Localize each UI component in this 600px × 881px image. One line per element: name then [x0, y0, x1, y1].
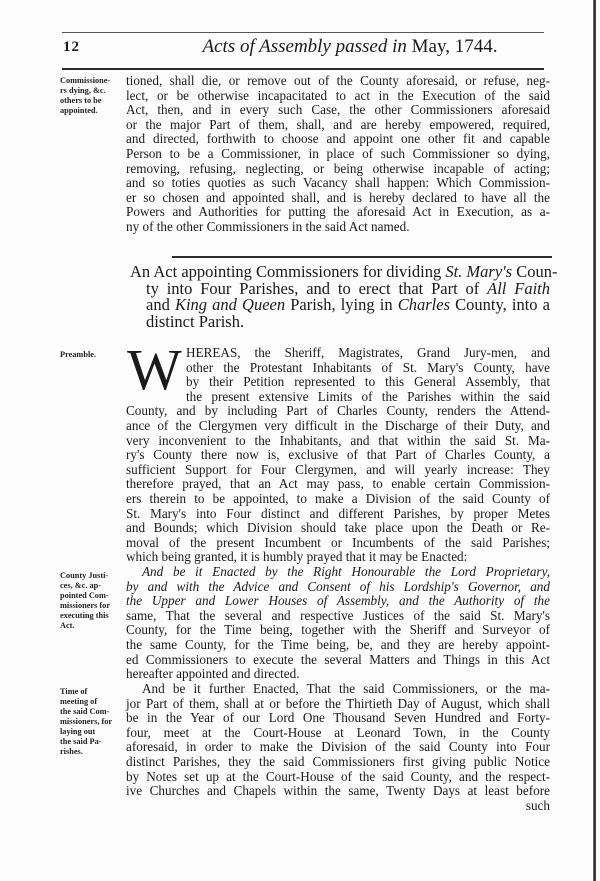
text-line: the same County, for the Time being, be, and they are hereby appoint- — [126, 636, 550, 652]
title-italic-text: All Faith — [487, 278, 550, 298]
text-line: jor Part of them, shall at or before the Thirtieth Day of August, which shall — [126, 695, 550, 711]
margin-note-line: Commissione- — [60, 76, 111, 85]
drop-cap: W — [127, 337, 182, 402]
margin-note-line: rs dying, &c. — [60, 86, 106, 95]
title-italic-text: St. Mary's — [445, 262, 513, 281]
margin-note-county-justices — [60, 571, 118, 631]
text-line: which being granted, it is humbly prayed that it may be Enacted: — [126, 549, 468, 565]
text-line: very inconvenient to the Inhabitants, and that within the said St. Ma- — [126, 432, 550, 448]
text-line: removing, refusing, neglecting, or being otherwise incapable of acting; — [126, 160, 550, 176]
title-text: Parish, lying in — [285, 295, 398, 314]
text-line: HEREAS, the Sheriff, Magistrates, Grand Jury-men, and — [186, 345, 550, 360]
margin-note-line: pointed Com- — [60, 591, 109, 600]
title-text: distinct Parish. — [146, 311, 245, 331]
margin-note-time-of-meeting — [60, 687, 118, 757]
text-line: ive Churches and Chapels within the same, Twenty Days at least before — [126, 783, 550, 799]
header-bottom-rule — [62, 68, 544, 70]
section-divider-rule — [172, 256, 552, 258]
margin-note-line: Act. — [60, 621, 75, 630]
margin-note-line: others to be — [60, 96, 102, 105]
title-text: Coun- — [512, 262, 558, 281]
running-head — [150, 36, 550, 58]
text-line: distinct Parishes, they the said Commissioners first giving public Notice — [126, 753, 550, 769]
text-line: by and with the Advice and Consent of his Lordship's Governor, and — [126, 578, 550, 594]
text-line: ry's County there now is, exclusive of that Part of Charles County, a — [126, 447, 550, 463]
title-text: and — [146, 295, 175, 314]
text-line: lect, or be otherwise incapacitated to act in the Execution of the said — [126, 87, 550, 103]
text-line: Person to be a Commissioner, in place of such Commissioner so dying, — [126, 145, 550, 161]
act-title — [130, 262, 558, 331]
margin-note-line: executing this — [60, 611, 109, 620]
margin-note-line: the said Com- — [60, 707, 110, 716]
text-line: moval of the present Incumbent or Incumbents of the said Parishes; — [126, 534, 550, 550]
text-line: by their Petition represented to this General Assembly, that — [186, 374, 550, 390]
text-line: or the major Part of them, shall, and are hereby empowered, required, — [126, 116, 550, 132]
text-line: four, meet at the Court-House at Leonard Town, in the County — [126, 724, 550, 740]
margin-note-line: ces, &c. ap- — [60, 581, 102, 590]
margin-note-line: Time of — [60, 687, 88, 696]
margin-note-line: the said Pa- — [60, 737, 102, 746]
margin-note-line: laying out — [60, 727, 96, 736]
title-italic-text: King and Queen — [174, 295, 286, 314]
margin-note-line: appointed. — [60, 106, 98, 115]
text-line: and directed, forthwith to choose and appoint one other fit and capable — [126, 131, 550, 147]
catchword: such — [525, 797, 550, 813]
text-line: Act, then, and in every such Case, the other Commissioners aforesaid — [126, 102, 550, 118]
running-head-date: May, 1744. — [411, 36, 498, 57]
margin-note-line: rishes. — [60, 747, 83, 756]
margin-note-line: missioners, for — [60, 717, 113, 726]
text-line: and Bounds; which Division should take place upon the Death or Re- — [126, 520, 550, 536]
page-number: 12 — [63, 39, 80, 55]
margin-note-preamble — [60, 350, 118, 360]
enactment2-paragraph — [126, 682, 550, 813]
text-line: hereafter appointed and directed. — [126, 666, 300, 682]
text-line: And be it further Enacted, That the said Commissioners, or the ma- — [142, 681, 550, 696]
text-line: And be it Enacted by the Right Honourable the Lord Proprietary, — [142, 564, 550, 579]
text-line: therefore prayed, that an Act may pass, to enable certain Commission- — [126, 476, 550, 492]
title-italic-text: Charles — [397, 295, 450, 314]
text-line: aforesaid, in order to make the Division of the said County into Four — [126, 739, 550, 755]
margin-note-commissioners-dying — [60, 76, 118, 116]
margin-note-line: meeting of — [60, 697, 98, 706]
title-text: ty into Four Parishes, and to erect that Part of — [146, 278, 488, 298]
margin-note-line: missioners for — [60, 601, 111, 610]
header-top-rule — [62, 32, 544, 33]
text-line: and so toties quoties as such Vacancy shall happen: Which Commission- — [126, 175, 550, 191]
section1-paragraph — [126, 74, 550, 235]
preamble-paragraph — [126, 404, 550, 565]
text-line: County, and by including Part of Charles County, renders the Attend- — [126, 403, 550, 419]
text-line: the present extensive Limits of the Parishes within the said — [186, 388, 550, 404]
preamble-indented-lines — [186, 346, 550, 404]
text-line: sufficient Support for Four Clergymen, and will yearly increase: They — [126, 461, 550, 477]
text-line: er so chosen and appointed shall, and is hereby declared to have all the — [126, 189, 550, 205]
text-line: Powers and Authorities for putting the aforesaid Act in Execution, as a- — [126, 204, 550, 220]
margin-note-line: County Justi- — [60, 571, 109, 580]
text-line: by Notes set up at the Court-House of the said County, and the respect- — [126, 768, 550, 784]
text-line: ny of the other Commissioners in the said Act named. — [126, 218, 410, 234]
text-line: the Upper and Lower Houses of Assembly, and the Authority of the — [126, 593, 550, 609]
enactment1-paragraph — [126, 565, 550, 682]
text-line: tioned, shall die, or remove out of the County aforesaid, or refuse, neg- — [126, 73, 550, 88]
text-line: ance of the Clergymen very difficult in the Discharge of their Duty, and — [126, 417, 550, 433]
text-line: ed Commissioners to execute the several Matters and Things in this Act — [126, 651, 550, 667]
title-text: An Act appointing Commissioners for dividing — [130, 262, 446, 281]
text-line: other the Protestant Inhabitants of St. Mary's County, have — [186, 359, 550, 375]
text-line: St. Mary's into Four distinct and different Parishes, by proper Metes — [126, 505, 550, 521]
text-line: same, That the several and respective Justices of the said St. Mary's — [126, 607, 550, 623]
title-text: County, into a — [450, 295, 551, 314]
running-head-italic: Acts of Assembly passed in — [202, 36, 407, 57]
margin-note-line: Preamble. — [60, 350, 97, 359]
text-line: County, for the Time being, together with the Sheriff and Surveyor of — [126, 622, 550, 638]
text-line: ers therein to be appointed, to make a Division of the said County of — [126, 490, 550, 506]
text-line: be in the Year of our Lord One Thousand Seven Hundred and Forty- — [126, 710, 550, 726]
act-title-line — [130, 311, 550, 331]
page-edge-border — [593, 0, 596, 881]
